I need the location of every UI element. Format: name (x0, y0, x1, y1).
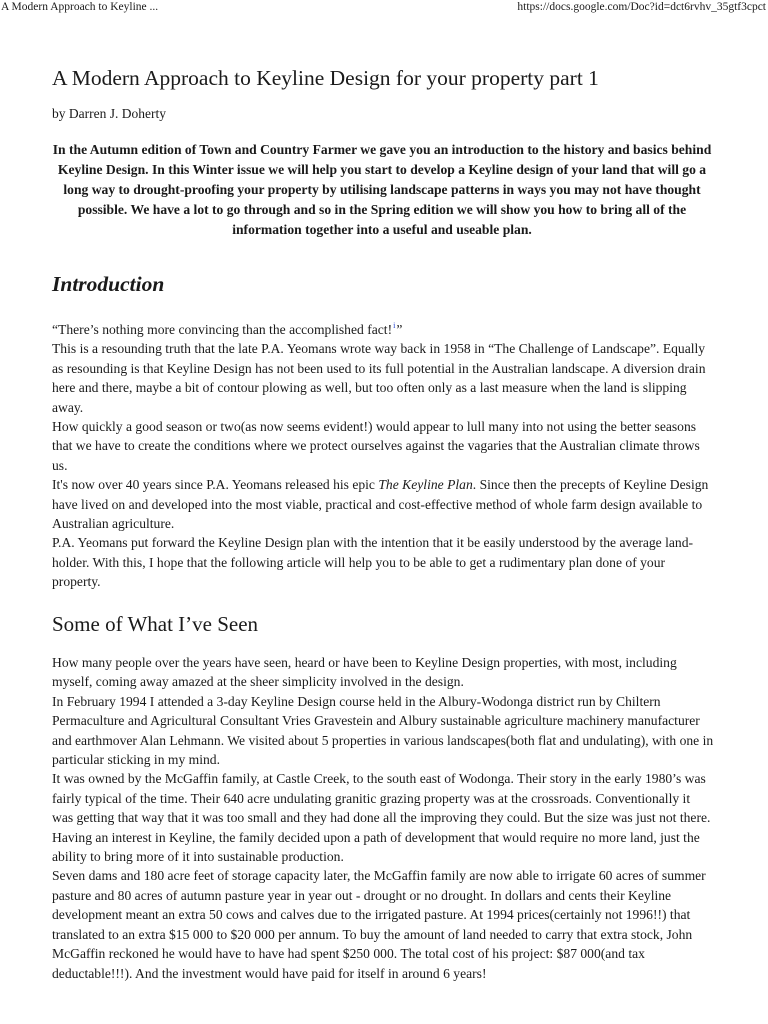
quote-text: “There’s nothing more convincing than the accomplished fact! (52, 322, 393, 337)
intro-paragraph-4: P.A. Yeomans put forward the Keyline Design plan with the intention that it be easily understood by the average land-holder. With this, I hope that the following article will help you to be able to get a rudimentary plan done of your property. (52, 535, 694, 590)
intro-p3-end: . Since then the precepts of Keyline Design have lived on and developed into the most viable, practical and cost-effective method of whole farm design available to Australian agriculture. (52, 477, 709, 532)
seen-paragraph-3: It was owned by the McGaffin family, at Castle Creek, to the south east of Wodonga. Their story in the early 1980’s was fairly typical of the time. Their 640 acre undulating granitic grazing property was at the crossroads. Conventionally it was getting that way that it was too small and they had done all the improving they could. But the size was just not there. Having an interest in Keyline, the family decided upon a path of development that would require no more land, just the ability to bring more of it into sustainable production. (52, 771, 711, 865)
seen-paragraph-4: Seven dams and 180 acre feet of storage capacity later, the McGaffin family are now able to irrigate 60 acres of summer pasture and 80 acres of autumn pasture year in year out - drought or no drought. In dollars and cents their Keyline development meant an extra 50 cows and calves due to the irrigated pasture. At 1994 prices(certainly not 1996!!) that translated to an extra $15 000 to $20 000 per annum. To buy the amount of land needed to carry that extra stock, John McGaffin reckoned he would have to have had spent $250 000. The total cost of his project: $87 000(and tax deductable!!!). And the investment would have paid for itself in around 6 years! (52, 868, 706, 981)
introduction-heading: Introduction (52, 272, 165, 296)
intro-paragraph-3 (52, 475, 714, 533)
page-title-header: A Modern Approach to Keyline ... (1, 1, 159, 13)
lead-paragraph: In the Autumn edition of Town and Country Farmer we gave you an introduction to the history and basics behind Keyline Design. In this Winter issue we will help you start to develop a Keyline design of your land that will go a long way to drought-proofing your property by utilising landscape patterns in ways you may not have thought possible. We have a lot to go through and so in the Spring edition we will show you how to bring all of the information together into a useful and useable plan. (52, 142, 712, 237)
intro-paragraph-1: This is a resounding truth that the late P.A. Yeomans wrote way back in 1958 in “The Challenge of Landscape”. Equally as resounding is that Keyline Design has not been used to its full potential in the Australian landscape. A diversion drain here and there, maybe a bit of contour plowing as well, but too often only as a last measure when the land is slipping away. (52, 341, 706, 415)
seen-paragraph-2: In February 1994 I attended a 3-day Keyline Design course held in the Albury-Wodonga district run by Chiltern Permaculture and Agricultural Consultant Vries Gravestein and Albury sustainable agriculture machinery manufacturer and earthmover Alan Lehmann. We visited about 5 properties in various landscapes(both flat and undulating), with one in particular sticking in my mind. (52, 693, 714, 768)
seen-section (52, 653, 714, 983)
opening-quote (52, 320, 714, 339)
footnote-link[interactable]: i (393, 321, 396, 331)
introduction-section (52, 320, 714, 592)
page-url-header: https://docs.google.com/Doc?id=dct6rvhv_35gtf3cpct (517, 1, 766, 13)
byline: by Darren J. Doherty (52, 106, 166, 121)
intro-p3-start: It's now over 40 years since P.A. Yeomans released his epic (52, 477, 379, 493)
book-title: The Keyline Plan (378, 477, 473, 493)
print-header (0, 0, 768, 18)
document-title: A Modern Approach to Keyline Design for your property part 1 (52, 66, 599, 90)
seen-heading: Some of What I’ve Seen (52, 612, 259, 636)
intro-paragraph-2: How quickly a good season or two(as now seems evident!) would appear to lull many into not using the better seasons that we have to create the conditions where we protect ourselves against the vagaries that the Australian climate throws us. (52, 419, 700, 473)
quote-close: ” (396, 322, 403, 337)
seen-paragraph-1: How many people over the years have seen, heard or have been to Keyline Design properties, with most, including myself, coming away amazed at the sheer simplicity involved in the design. (52, 655, 677, 690)
